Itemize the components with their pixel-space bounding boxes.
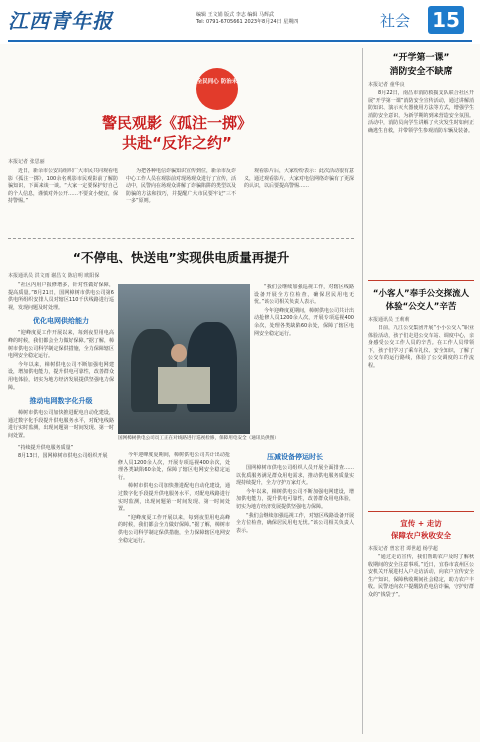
middle-lower1-text3: “迎峰度夏工作开展以来，每到夜里用电高峰的时候，我们都会全力做好保障。”据了解，樟树市供电公司科学制定保供措施，全力保障辖区电网安全稳定运行。	[118, 514, 230, 544]
middle-lower1-text: 今年迎峰度夏期间，樟树供电公司共计出动抢修人员1200余人次，开展专项巡视400余次，处理各类缺陷60余处，保障了辖区电网安全稳定运行。	[118, 452, 230, 481]
masthead-meta	[196, 12, 298, 26]
middle-col-lower-1	[118, 452, 230, 734]
top-headline-line2: 共赴“反诈之约”	[122, 134, 232, 152]
campaign-badge-text: 全民同心 防治未	[196, 79, 238, 85]
middle-col4-text3: “我们会继续加强巡视工作，对辖区线路设备开展全方位检查，确保居民用电无忧。”该公司相关负责人表示。	[236, 512, 354, 534]
masthead-rule	[8, 40, 472, 42]
top-headline-line1: 警民观影《孤注一掷》	[101, 114, 252, 132]
right-column	[368, 50, 474, 714]
right-top-byline: 本报记者 童华良	[368, 82, 405, 88]
top-col-3	[244, 168, 354, 236]
middle-col-lower-2	[236, 452, 354, 734]
middle-lower1-text2: 樟树市供电公司加快推进配电自动化建设，通过数字化手段提升供电服务水平，对配电线路进行实时监测，出现问题第一时间发现、第一时间处置。	[118, 483, 230, 513]
middle-byline: 本报通讯员 洪文雨 谢昌文 陈启明 欧阳保	[8, 273, 100, 279]
middle-quote: “持续提升供电服务质量”	[18, 444, 74, 451]
top-byline: 本报记者 张思丽	[8, 159, 45, 165]
right-mid-title-1: “小客人”奉手公交探流人	[372, 289, 470, 299]
column-rule	[362, 48, 363, 734]
top-col-1-text: 近日，新余市公安局组织广大市民共同观看电影《孤注一掷》，100余名观影市民观影前了解防骗知识，下面来谈一谈。“大家一定要保护好自己的个人信息，谨慎对外公开……不要贪小便宜，保持警惕。”	[8, 168, 118, 205]
middle-headline: “不停电、快送电”实现供电质量再提升	[72, 250, 290, 265]
middle-subtitle-2: 推动电网数字化升级	[29, 397, 93, 406]
newspaper-logo: 江西青年报	[8, 9, 113, 33]
middle-col1-body: “迎峰度夏工作开展以来，每到夜里用电高峰的时候，我们都会全力做好保障。”据了解，樟树市供电公司科学制定保供措施，全力保障辖区电网安全稳定运行。	[8, 330, 114, 360]
meta-editors: 编辑 王文娟 版式 李志 编辑 马辉武	[196, 12, 274, 18]
right-bottom-tag-2: 保障农户秋收安全	[391, 531, 451, 540]
masthead	[0, 0, 480, 44]
divider	[8, 238, 354, 239]
meta-date: Tel: 0791-6705661 2023年8月24日 星期四	[196, 19, 299, 25]
campaign-badge	[196, 68, 238, 110]
photo-caption: 国网樟树供电公司员工正在对线路进行巡视检修，保障用电安全（通讯员供图）	[118, 436, 279, 441]
middle-col2-body: 樟树市供电公司加快推进配电自动化建设，通过数字化手段提升供电服务水平，对配电线路进行实时监测，出现问题第一时间发现、第一时间处置。	[8, 410, 114, 439]
top-col-3-text: 观看影片后，大家纷纷表示：此次活动很有意义，通过观看影片，大家对电信网络诈骗有了更深的认识，以后要提高警惕……	[244, 168, 354, 190]
right-mid-byline: 本报通讯员 王莉莉	[368, 317, 410, 323]
middle-subtitle-1: 优化电网供给能力	[33, 317, 89, 326]
middle-col1-body2: 今年以来，樟树供电公司不断加强电网建设，增加供电能力，提升供电可靠性，改善群众用电体验，切实为地方经济发展提供坚强电力保障。	[8, 361, 114, 391]
middle-col4-text: 国网樟树市供电公司组织人员开展全面排查……以优质服务满足群众用电需求，推动供电服务质量实现持续提升，全力守护万家灯火。	[236, 465, 354, 487]
page-number: 15	[428, 6, 464, 34]
middle-col3-body: 今年迎峰度夏期间，樟树供电公司共计出动抢修人员1200余人次，开展专项巡视400余次，处理各类缺陷60余处，保障了辖区电网安全稳定运行。	[254, 307, 354, 337]
right-mid-title-2: 体验“公交人”辛苦	[385, 302, 457, 312]
right-top-title-2: 消防安全不缺席	[389, 67, 453, 77]
right-top-body: 8月22日，南昌市消防救援支队联合社区开展“开学第一课”消防安全宣传活动，通过讲解消防知识、演示灭火器使用方法等方式，增强学生消防安全意识，为新学期的到来营造安全氛围。活动中，消防员向学生讲解了火灾发生时如何正确逃生自救，并带领学生参观消防车辆及装备。	[368, 90, 474, 134]
section-title: 社会	[380, 12, 411, 30]
middle-col1-intro: “社区内用户报修增多，针对性做好保障，提高质量。”8月21日，国网樟树市供电公司第6供电所组织安排人员对辖区110千伏线路进行巡视，发现问题及时处理。	[8, 282, 114, 311]
top-article-body	[8, 158, 354, 236]
right-bottom-byline: 本报记者 曾宏君 谭世超 杨学超	[368, 546, 438, 552]
right-mid-body: 日前，九江公交集团开展“小小公交人”职业体验活动，孩子们走进公交车站、调度中心，亲身感受公交工作人员的辛苦。在工作人员带领下，孩子们学习了乘车礼仪、安全知识，了解了公交车的运行路线，体验了公交调度的工作流程。	[368, 325, 474, 369]
right-top-title-1: “开学第一课”	[392, 53, 450, 63]
middle-subtitle-3: 压减设备停运时长	[267, 453, 323, 461]
middle-byline-wrap	[8, 272, 354, 279]
middle-col-1	[8, 282, 114, 734]
middle-bottom-left: 8月13日，国网樟树市供电公司组织开展	[18, 453, 108, 460]
news-photo	[118, 284, 250, 434]
middle-col3-text: “我们会继续加强巡视工作，对辖区线路设备开展全方位检查，确保居民用电无忧。”该公司相关负责人表示。	[254, 284, 354, 306]
top-col-1	[8, 168, 118, 236]
middle-col-3	[254, 284, 354, 436]
top-col-2	[126, 168, 236, 236]
right-bottom-tag-1: 宣传 + 走访	[400, 519, 442, 528]
right-bottom-body: “通过走访宣传，我们帮助农户及时了解秋收期间的安全注意事项。”近日，宜春市袁州区公安机关开展进村入户走访活动，向农户宣传安全生产知识，保障秋收期间社会稳定，助力农户丰收。民警还向农户提醒防范电信诈骗，守护好群众的“钱袋子”。	[368, 554, 474, 598]
top-col-2-text: 为把各种电信诈骗知识宣传到位，新余市反诈中心工作人员在观影前对现场观众进行了宣传，活动中，民警向在场观众讲解了诈骗陷阱的类型以及防骗的方法和技巧，并提醒广大市民要牢记“三不一多”原则。	[126, 168, 236, 205]
middle-col4-text2: 今年以来，樟树供电公司不断加强电网建设，增加供电能力，提升供电可靠性，改善群众用电体验，切实为地方经济发展提供坚强电力保障。	[236, 488, 354, 510]
